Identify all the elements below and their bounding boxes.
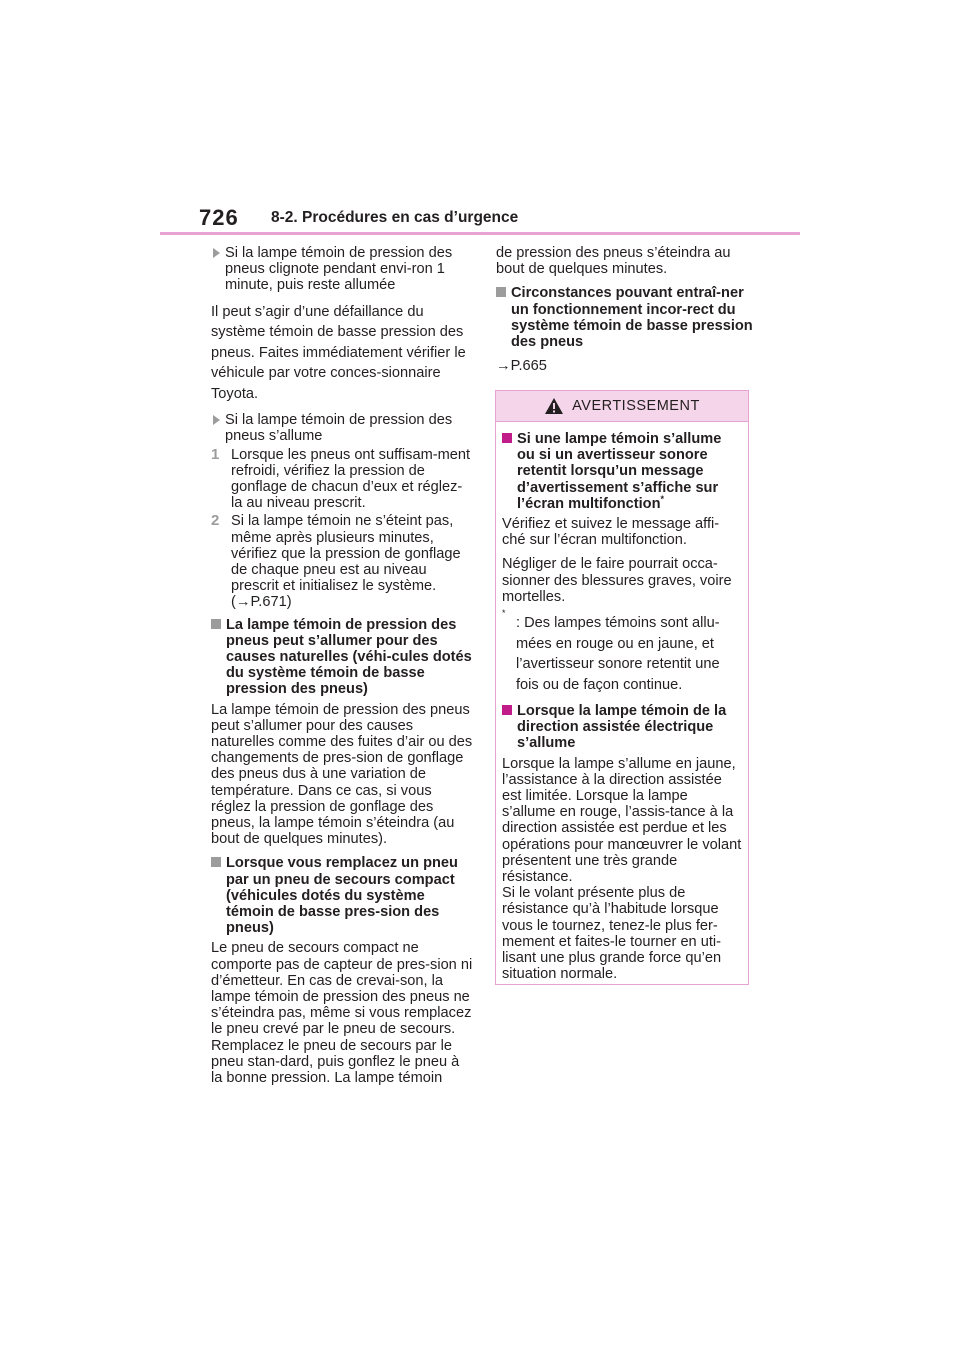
page-header xyxy=(0,0,960,240)
subheading-text: Si une lampe témoin s’allume ou si un avertisseur sonore retentit lorsqu’un message d’avertissement s’affiche sur l’écran multifonction xyxy=(517,431,722,512)
square-bullet-icon xyxy=(211,857,221,867)
bullet-item xyxy=(211,245,473,294)
footnote-text: : Des lampes témoins sont allu-mées en rouge ou en jaune, et l’avertisseur sonore retentit une fois ou de façon continue. xyxy=(516,615,720,693)
paragraph: Si le volant présente plus de résistance qu’à l’habitude lorsque vous le tournez, tenez-le plus fer-mement et faites-le tourner en uti-lisant une plus grande force qu’en situation normale. xyxy=(502,885,722,983)
subheading xyxy=(502,431,742,512)
paragraph: La lampe témoin de pression des pneus peut s’allumer pour des causes naturelles comme des fuites d’air ou des changements de pres-sion de gonflage des pneus dus à une variation de température. Dans ce cas, si vous réglez la pression de gonflage des pneus, la lampe témoin s’éteindra (au bout de quelques minutes). xyxy=(211,701,473,848)
section-title: 8-2. Procédures en cas d’urgence xyxy=(271,209,519,226)
paragraph: Il peut s’agir d’une défaillance du système témoin de basse pression des pneus. Faites immédiatement vérifier le véhicule par votre conces-sionnaire Toyota. xyxy=(211,303,466,402)
bullet-item xyxy=(211,412,473,444)
bullet-text: Si la lampe témoin de pression des pneus clignote pendant envi-ron 1 minute, puis reste allumée xyxy=(225,245,453,294)
step-number: 1 xyxy=(211,445,220,463)
step-text: Lorsque les pneus ont suffisam-ment refroidi, vérifiez la pression de gonflage de chacun d’eux et réglez-la au niveau prescrit. xyxy=(231,446,471,512)
paragraph: Vérifiez et suivez le message affi-ché sur l’écran multifonction. xyxy=(502,516,720,549)
numbered-step xyxy=(211,513,473,610)
warning-header xyxy=(496,391,748,422)
header-rule xyxy=(160,232,800,235)
warning-triangle-icon xyxy=(544,397,564,415)
warning-title: AVERTISSEMENT xyxy=(572,398,700,414)
subheading xyxy=(496,285,754,350)
footnote-marker: * xyxy=(660,493,665,504)
left-column xyxy=(211,245,473,1094)
paragraph: Le pneu de secours compact ne comporte pas de capteur de pres-sion ni d’émetteur. En cas de crevai-son, la lampe témoin de pression des pneus ne s’éteindra pas, même si vous remplacez le pneu crevé par le pneu de secours. Remplacez le pneu de secours par le pneu stan-dard, puis gonflez le pneu à la bonne pression. La lampe témoin xyxy=(211,940,473,1087)
paragraph: de pression des pneus s’éteindra au bout de quelques minutes. xyxy=(496,245,731,278)
square-bullet-icon xyxy=(502,433,512,443)
right-column xyxy=(496,245,754,374)
triangle-bullet-icon xyxy=(213,415,220,425)
warning-box xyxy=(495,390,749,985)
step-number: 2 xyxy=(211,512,220,530)
paragraph: Négliger de le faire pourrait occa-sionner des blessures graves, voire mortelles. xyxy=(502,556,732,605)
subheading-text: La lampe témoin de pression des pneus peut s’allumer pour des causes naturelles (véhi-cules dotés du système témoin de basse pression des pneus) xyxy=(226,616,472,698)
subheading-text: Circonstances pouvant entraî-ner un fonctionnement incor-rect du système témoin de basse pression des pneus xyxy=(511,285,753,351)
paragraph: Lorsque la lampe s’allume en jaune, l’assistance à la direction assistée est limitée. Lorsque la lampe s’allume en rouge, l’assis-tance à la direction assistée est perdue et les opérations pour manœuvrer le volant présentent une très grande résistance. xyxy=(502,755,742,886)
footnote: * : Des lampes témoins sont allu-mées en rouge ou en jaune, et l’avertisseur sonore retentit une fois ou de façon continue. xyxy=(502,613,742,695)
warning-body xyxy=(496,422,748,982)
subheading-text: Lorsque la lampe témoin de la direction assistée électrique s’allume xyxy=(517,703,727,752)
subheading xyxy=(502,703,742,752)
subheading xyxy=(211,617,473,698)
square-bullet-icon xyxy=(211,619,221,629)
step-text: Si la lampe témoin ne s’éteint pas, même après plusieurs minutes, vérifiez que la pression de gonflage de chaque pneu est au niveau prescrit et initialisez le système. (→P.671) xyxy=(231,513,461,611)
square-bullet-icon xyxy=(496,287,506,297)
numbered-step xyxy=(211,447,473,512)
page-number: 726 xyxy=(199,205,239,230)
subheading xyxy=(211,855,473,936)
square-bullet-icon xyxy=(502,705,512,715)
subheading-text: Lorsque vous remplacez un pneu par un pneu de secours compact (véhicules dotés du système témoin de basse pres-sion des pneus) xyxy=(226,855,458,937)
bullet-text: Si la lampe témoin de pression des pneus s’allume xyxy=(225,412,453,445)
triangle-bullet-icon xyxy=(213,248,220,258)
page-reference: →P.665 xyxy=(496,358,547,375)
